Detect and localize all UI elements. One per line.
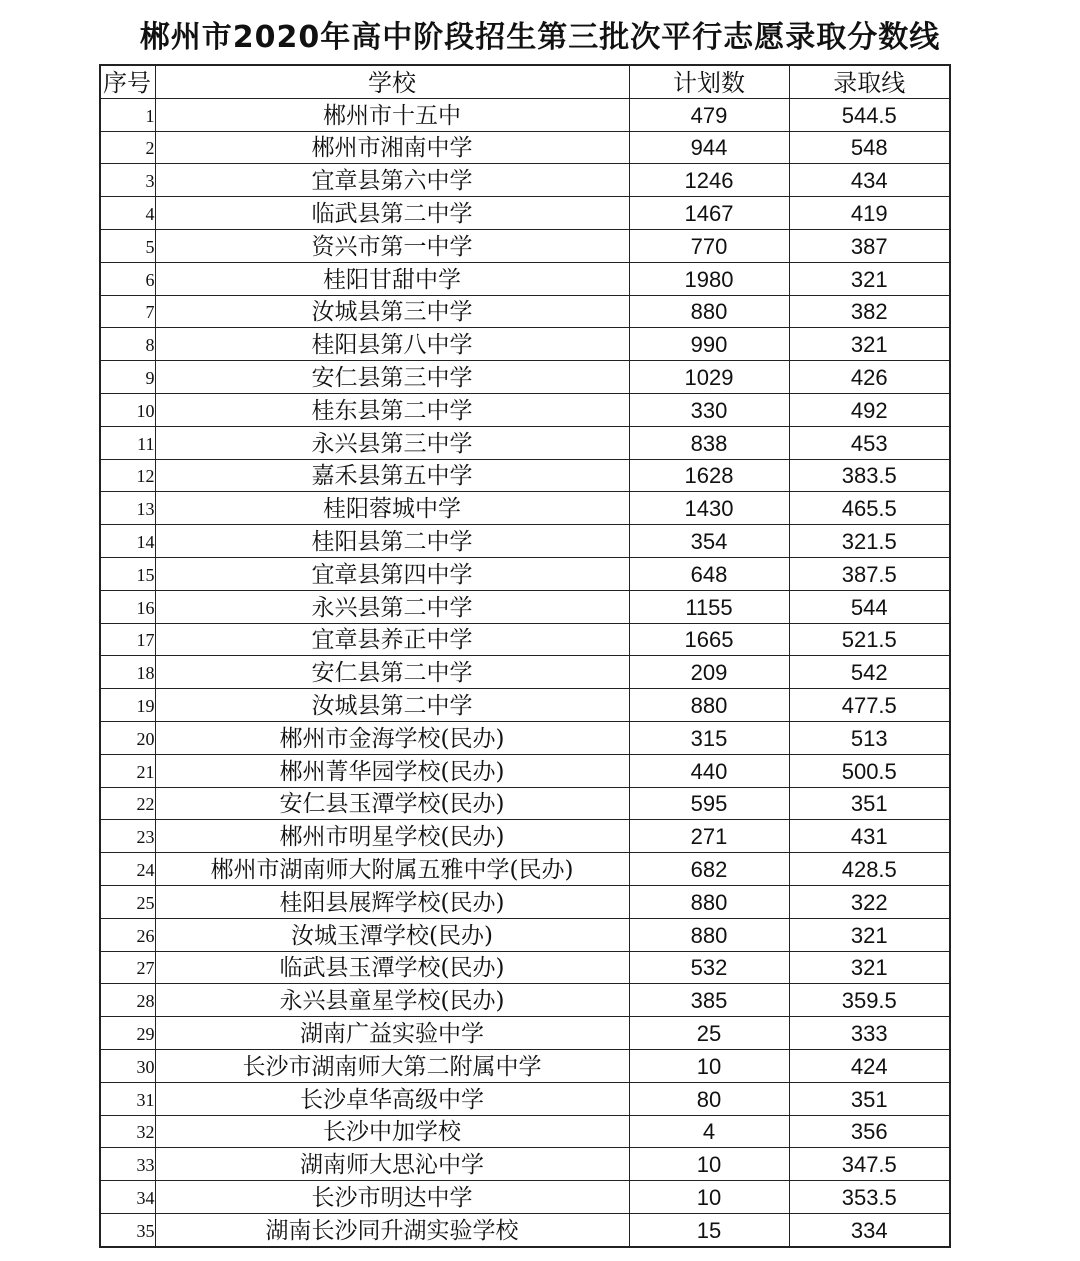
row-school: 安仁县玉潭学校(民办): [155, 787, 629, 820]
table-row: [100, 459, 950, 492]
row-plan-count: 770: [629, 229, 789, 262]
row-index: 29: [100, 1017, 155, 1050]
row-plan-count: 880: [629, 295, 789, 328]
row-admission-score: 513: [789, 721, 950, 754]
row-plan-count: 990: [629, 328, 789, 361]
row-index: 18: [100, 656, 155, 689]
row-plan-count: 880: [629, 918, 789, 951]
row-admission-score: 544.5: [789, 98, 950, 131]
table-row: [100, 951, 950, 984]
row-plan-count: 15: [629, 1213, 789, 1246]
row-school: 宜章县第六中学: [155, 164, 629, 197]
table-row: [100, 590, 950, 623]
row-school: 郴州市十五中: [155, 98, 629, 131]
row-admission-score: 465.5: [789, 492, 950, 525]
row-plan-count: 682: [629, 853, 789, 886]
table-row: [100, 361, 950, 394]
row-plan-count: 1628: [629, 459, 789, 492]
table-header-row: [100, 65, 950, 98]
row-admission-score: 347.5: [789, 1148, 950, 1181]
row-plan-count: 330: [629, 393, 789, 426]
row-index: 2: [100, 131, 155, 164]
row-admission-score: 426: [789, 361, 950, 394]
row-school: 永兴县第三中学: [155, 426, 629, 459]
row-plan-count: 10: [629, 1181, 789, 1214]
row-index: 21: [100, 754, 155, 787]
row-plan-count: 1246: [629, 164, 789, 197]
row-school: 桂阳甘甜中学: [155, 262, 629, 295]
header-plan: 计划数: [629, 65, 789, 98]
row-school: 湖南广益实验中学: [155, 1017, 629, 1050]
row-plan-count: 80: [629, 1082, 789, 1115]
row-index: 15: [100, 557, 155, 590]
header-score: 录取线: [789, 65, 950, 98]
row-plan-count: 1029: [629, 361, 789, 394]
row-school: 永兴县第二中学: [155, 590, 629, 623]
row-admission-score: 351: [789, 1082, 950, 1115]
row-school: 宜章县养正中学: [155, 623, 629, 656]
row-index: 10: [100, 393, 155, 426]
row-plan-count: 385: [629, 984, 789, 1017]
row-plan-count: 440: [629, 754, 789, 787]
row-plan-count: 532: [629, 951, 789, 984]
row-school: 临武县第二中学: [155, 197, 629, 230]
row-plan-count: 10: [629, 1148, 789, 1181]
row-plan-count: 1430: [629, 492, 789, 525]
table-row: [100, 164, 950, 197]
row-admission-score: 356: [789, 1115, 950, 1148]
row-index: 5: [100, 229, 155, 262]
row-school: 宜章县第四中学: [155, 557, 629, 590]
table-row: [100, 1082, 950, 1115]
row-plan-count: 880: [629, 689, 789, 722]
row-admission-score: 333: [789, 1017, 950, 1050]
row-school: 郴州市湖南师大附属五雅中学(民办): [155, 853, 629, 886]
table-row: [100, 721, 950, 754]
row-school: 临武县玉潭学校(民办): [155, 951, 629, 984]
row-admission-score: 383.5: [789, 459, 950, 492]
row-admission-score: 434: [789, 164, 950, 197]
row-school: 安仁县第三中学: [155, 361, 629, 394]
row-admission-score: 477.5: [789, 689, 950, 722]
row-admission-score: 351: [789, 787, 950, 820]
table-row: [100, 1181, 950, 1214]
row-school: 桂阳蓉城中学: [155, 492, 629, 525]
row-plan-count: 1467: [629, 197, 789, 230]
header-index: 序号: [100, 65, 155, 98]
row-school: 长沙市明达中学: [155, 1181, 629, 1214]
row-index: 32: [100, 1115, 155, 1148]
row-index: 25: [100, 885, 155, 918]
row-index: 26: [100, 918, 155, 951]
table-row: [100, 1115, 950, 1148]
row-school: 汝城县第二中学: [155, 689, 629, 722]
table-row: [100, 820, 950, 853]
row-admission-score: 431: [789, 820, 950, 853]
row-admission-score: 387.5: [789, 557, 950, 590]
row-index: 3: [100, 164, 155, 197]
table-row: [100, 197, 950, 230]
row-school: 汝城县第三中学: [155, 295, 629, 328]
row-plan-count: 10: [629, 1049, 789, 1082]
table-row: [100, 131, 950, 164]
row-school: 资兴市第一中学: [155, 229, 629, 262]
table-row: [100, 262, 950, 295]
row-index: 7: [100, 295, 155, 328]
row-admission-score: 492: [789, 393, 950, 426]
row-plan-count: 1665: [629, 623, 789, 656]
row-admission-score: 428.5: [789, 853, 950, 886]
row-index: 4: [100, 197, 155, 230]
row-admission-score: 453: [789, 426, 950, 459]
row-school: 桂阳县第八中学: [155, 328, 629, 361]
row-index: 35: [100, 1213, 155, 1246]
row-admission-score: 521.5: [789, 623, 950, 656]
table-row: [100, 525, 950, 558]
row-plan-count: 315: [629, 721, 789, 754]
row-index: 23: [100, 820, 155, 853]
row-school: 郴州市明星学校(民办): [155, 820, 629, 853]
table-row: [100, 1213, 950, 1246]
row-index: 33: [100, 1148, 155, 1181]
row-school: 郴州市湘南中学: [155, 131, 629, 164]
row-plan-count: 944: [629, 131, 789, 164]
row-index: 13: [100, 492, 155, 525]
row-index: 27: [100, 951, 155, 984]
row-index: 14: [100, 525, 155, 558]
row-school: 湖南师大思沁中学: [155, 1148, 629, 1181]
table-row: [100, 492, 950, 525]
row-index: 6: [100, 262, 155, 295]
admission-score-table: [99, 64, 951, 1248]
row-index: 22: [100, 787, 155, 820]
row-index: 30: [100, 1049, 155, 1082]
row-admission-score: 321: [789, 262, 950, 295]
row-index: 16: [100, 590, 155, 623]
table-row: [100, 98, 950, 131]
table-row: [100, 229, 950, 262]
row-index: 28: [100, 984, 155, 1017]
row-plan-count: 4: [629, 1115, 789, 1148]
table-row: [100, 295, 950, 328]
row-school: 永兴县童星学校(民办): [155, 984, 629, 1017]
row-admission-score: 322: [789, 885, 950, 918]
row-index: 17: [100, 623, 155, 656]
table-row: [100, 328, 950, 361]
table-row: [100, 557, 950, 590]
row-index: 1: [100, 98, 155, 131]
row-school: 桂阳县第二中学: [155, 525, 629, 558]
row-school: 嘉禾县第五中学: [155, 459, 629, 492]
row-admission-score: 419: [789, 197, 950, 230]
row-school: 桂东县第二中学: [155, 393, 629, 426]
table-body: [100, 98, 950, 1246]
row-plan-count: 1980: [629, 262, 789, 295]
row-index: 12: [100, 459, 155, 492]
row-admission-score: 321.5: [789, 525, 950, 558]
row-index: 9: [100, 361, 155, 394]
row-index: 11: [100, 426, 155, 459]
row-admission-score: 359.5: [789, 984, 950, 1017]
table-row: [100, 426, 950, 459]
row-index: 19: [100, 689, 155, 722]
row-index: 20: [100, 721, 155, 754]
row-plan-count: 648: [629, 557, 789, 590]
row-index: 8: [100, 328, 155, 361]
row-school: 长沙中加学校: [155, 1115, 629, 1148]
row-admission-score: 321: [789, 328, 950, 361]
row-index: 24: [100, 853, 155, 886]
row-plan-count: 25: [629, 1017, 789, 1050]
table-row: [100, 656, 950, 689]
table-row: [100, 853, 950, 886]
row-admission-score: 548: [789, 131, 950, 164]
row-admission-score: 542: [789, 656, 950, 689]
row-school: 桂阳县展辉学校(民办): [155, 885, 629, 918]
row-school: 安仁县第二中学: [155, 656, 629, 689]
row-admission-score: 387: [789, 229, 950, 262]
table-row: [100, 1017, 950, 1050]
row-index: 31: [100, 1082, 155, 1115]
table-row: [100, 689, 950, 722]
row-school: 汝城玉潭学校(民办): [155, 918, 629, 951]
row-plan-count: 1155: [629, 590, 789, 623]
table-row: [100, 393, 950, 426]
table-row: [100, 787, 950, 820]
row-admission-score: 334: [789, 1213, 950, 1246]
row-admission-score: 353.5: [789, 1181, 950, 1214]
table-row: [100, 623, 950, 656]
row-index: 34: [100, 1181, 155, 1214]
table-row: [100, 1049, 950, 1082]
row-plan-count: 479: [629, 98, 789, 131]
table-row: [100, 918, 950, 951]
row-admission-score: 321: [789, 951, 950, 984]
header-school: 学校: [155, 65, 629, 98]
row-school: 长沙市湖南师大第二附属中学: [155, 1049, 629, 1082]
document-title: 郴州市2020年高中阶段招生第三批次平行志愿录取分数线: [139, 20, 941, 55]
row-admission-score: 500.5: [789, 754, 950, 787]
table-row: [100, 754, 950, 787]
table-row: [100, 1148, 950, 1181]
row-admission-score: 544: [789, 590, 950, 623]
row-school: 湖南长沙同升湖实验学校: [155, 1213, 629, 1246]
row-admission-score: 321: [789, 918, 950, 951]
row-plan-count: 880: [629, 885, 789, 918]
row-plan-count: 354: [629, 525, 789, 558]
row-admission-score: 424: [789, 1049, 950, 1082]
row-plan-count: 595: [629, 787, 789, 820]
row-plan-count: 209: [629, 656, 789, 689]
row-admission-score: 382: [789, 295, 950, 328]
row-plan-count: 838: [629, 426, 789, 459]
row-school: 长沙卓华高级中学: [155, 1082, 629, 1115]
table-row: [100, 984, 950, 1017]
row-school: 郴州菁华园学校(民办): [155, 754, 629, 787]
row-school: 郴州市金海学校(民办): [155, 721, 629, 754]
table-row: [100, 885, 950, 918]
row-plan-count: 271: [629, 820, 789, 853]
